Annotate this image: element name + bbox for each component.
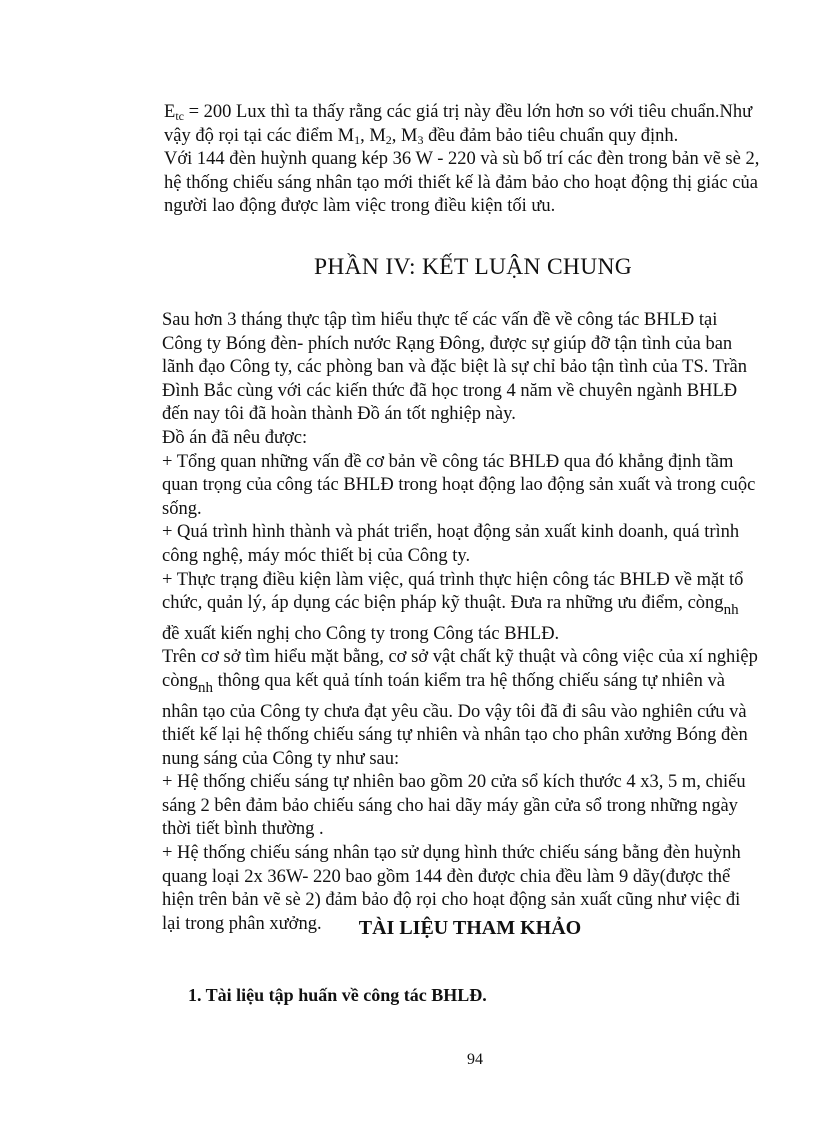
conclusion-line: Công ty Bóng đèn- phích nước Rạng Đông, được sự giúp đỡ tận tình của ban [162, 333, 733, 354]
conclusion-line: lãnh đạo Công ty, các phòng ban và đặc biệt là sự chỉ bảo tận tình của TS. Trần [162, 357, 747, 378]
intro-line-3: Với 144 đèn huỳnh quang kép 36 W - 220 và sù bố trí các đèn trong bản vẽ sè 2, [164, 149, 760, 170]
references-heading: TÀI LIỆU THAM KHẢO [358, 917, 582, 939]
conclusion-line: + Hệ thống chiếu sáng nhân tạo sử dụng hình thức chiếu sáng bằng đèn huỳnh [162, 843, 741, 864]
intro-line-5: người lao động được làm việc trong điều kiện tối ưu. [164, 196, 556, 217]
conclusion-line: nhân tạo của Công ty chưa đạt yêu cầu. Do vậy tôi đã đi sâu vào nghiên cứu và [162, 701, 747, 722]
conclusion-line: nung sáng của Công ty như sau: [162, 748, 400, 769]
conclusion-line: sáng 2 bên đảm bảo chiếu sáng cho hai dãy máy gần cửa sổ trong những ngày [162, 795, 738, 816]
conclusion-line: + Tổng quan những vấn đề cơ bản về công tác BHLĐ qua đó khẳng định tầm [162, 451, 734, 472]
conclusion-line: đến nay tôi đã hoàn thành Đồ án tốt nghiệp này. [162, 404, 516, 425]
conclusion-line: Đình Bắc cùng với các kiến thức đã học trong 4 năm về chuyên ngành BHLĐ [162, 380, 738, 401]
conclusion-line: + Hệ thống chiếu sáng tự nhiên bao gồm 20 cửa sổ kích thước 4 x3, 5 m, chiếu [162, 772, 746, 793]
intro-paragraph [164, 101, 770, 219]
conclusion-line: thiết kế lại hệ thống chiếu sáng tự nhiên và nhân tạo cho phân xưởng Bóng đèn [162, 725, 748, 746]
intro-line-2: vậy độ rọi tại các điểm $M_1$, $M_2$, $M_3$ đều đảm bảo tiêu chuẩn quy định. [164, 125, 679, 147]
intro-line-4: hệ thống chiếu sáng nhân tạo mới thiết kế là đảm bảo cho hoạt động thị giác của [164, 172, 758, 193]
conclusion-line: + Quá trình hình thành và phát triển, hoạt động sản xuất kinh doanh, quá trình [162, 522, 740, 543]
reference-item-1: 1. Tài liệu tập huấn về công tác BHLĐ. [188, 985, 487, 1005]
conclusion-line-nh2: còng$_{nh}$ thông qua kết quả tính toán kiểm tra hệ thống chiếu sáng tự nhiên và [162, 670, 725, 696]
conclusion-paragraph [162, 309, 770, 936]
conclusion-line: thời tiết bình thường . [162, 819, 324, 840]
conclusion-line: quang loại 2x 36W- 220 bao gồm 144 đèn được chia đều làm 9 dãy(được thể [162, 866, 731, 887]
conclusion-line: Sau hơn 3 tháng thực tập tìm hiểu thực tế các vấn đề về công tác BHLĐ tại [162, 310, 718, 330]
conclusion-line: hiện trên bản vẽ sè 2) đảm bảo độ rọi cho hoạt động sản xuất cũng như việc đi [162, 890, 741, 911]
intro-line-1: $E_{tc} = 200$ Lux thì ta thấy rằng các giá trị này đều lớn hơn so với tiêu chuẩn.Như [164, 102, 753, 123]
conclusion-line: lại trong phân xưởng. [162, 913, 322, 934]
conclusion-line-nh: chức, quản lý, áp dụng các biện pháp kỹ thuật. Đưa ra những ưu điểm, còng$_{nh}$ [162, 593, 739, 619]
page-number: 94 [467, 1051, 483, 1068]
part-heading: PHẦN IV: KẾT LUẬN CHUNG [313, 254, 633, 280]
conclusion-line: đề xuất kiến nghị cho Công ty trong Công tác BHLĐ. [162, 623, 560, 644]
conclusion-line: sống. [162, 498, 202, 519]
conclusion-line: + Thực trạng điều kiện làm việc, quá trình thực hiện công tác BHLĐ về mặt tổ [162, 569, 744, 590]
conclusion-line: quan trọng của công tác BHLĐ trong hoạt động lao động sản xuất và trong cuộc [162, 475, 756, 496]
conclusion-line: Trên cơ sở tìm hiểu mặt bằng, cơ sở vật chất kỹ thuật và công việc của xí nghiệp [162, 647, 758, 668]
conclusion-line: công nghệ, máy móc thiết bị của Công ty. [162, 545, 471, 566]
conclusion-line: Đồ án đã nêu được: [162, 427, 308, 448]
